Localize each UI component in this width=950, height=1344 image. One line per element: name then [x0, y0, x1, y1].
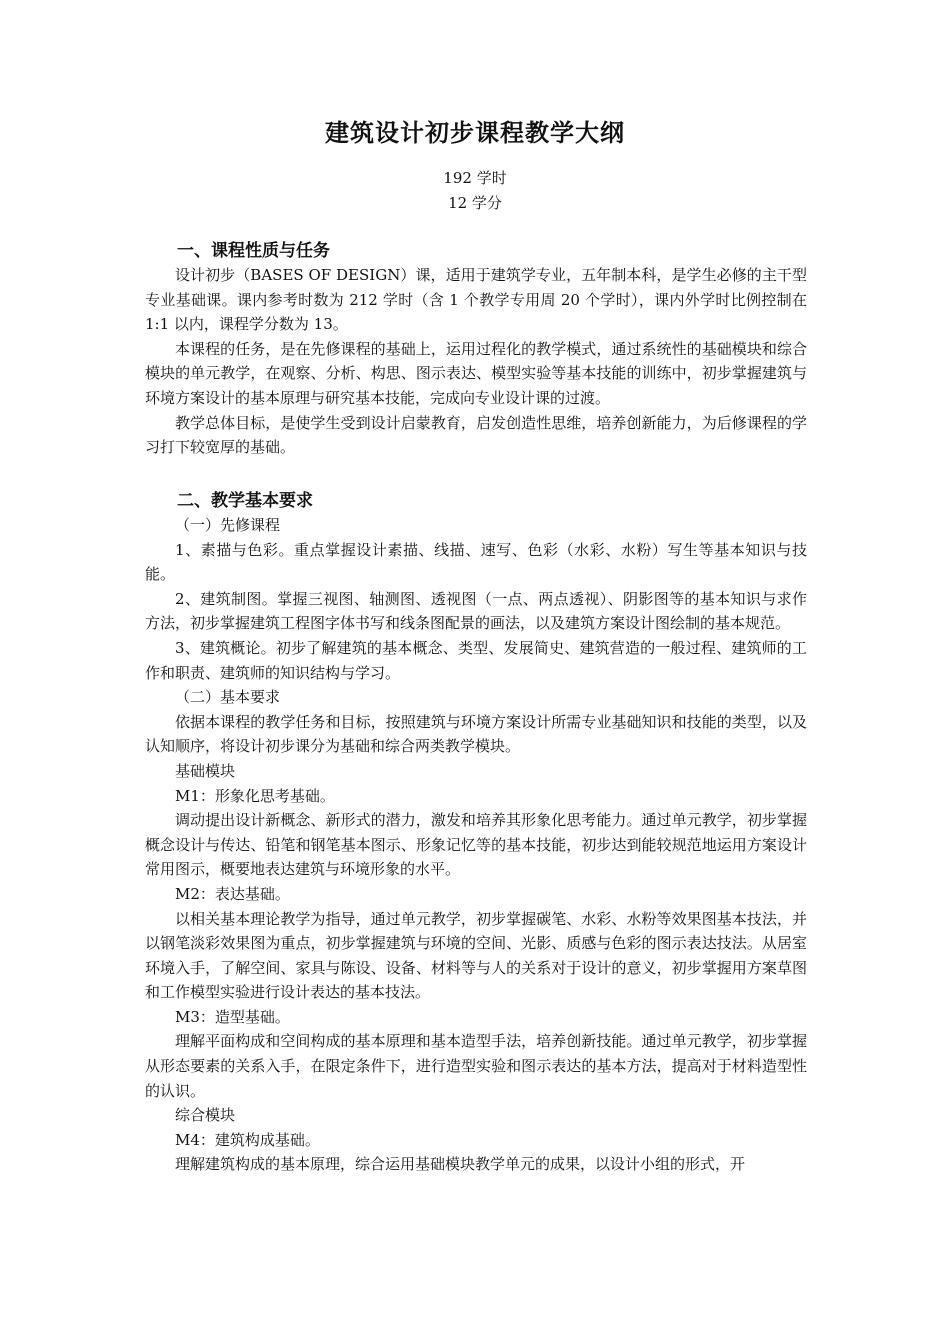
module-label: M1：形象化思考基础。	[175, 786, 335, 805]
section2-heading: 二、教学基本要求	[177, 491, 313, 511]
section1-paragraph: 设计初步（BASES OF DESIGN）课，适用于建筑学专业，五年制本科，是学生必修的主干型专业基础课。课内参考时数为 212 学时（含 1 个教学专用周 20 个学时），课内外学时比例控制在 1:1 以内，课程学分数为 13。	[145, 266, 807, 334]
section1-body	[145, 263, 807, 460]
section2-paragraph: 3、建筑概论。初步了解建筑的基本概念、类型、发展简史、建筑营造的一般过程、建筑师的工作和职责、建筑师的知识结构与学习。	[145, 638, 807, 682]
course-hours: 192 学时	[443, 169, 507, 187]
section2-paragraph: 调动提出设计新概念、新形式的潜力，激发和培养其形象化思考能力。通过单元教学，初步掌握概念设计与传达、铅笔和钢笔基本图示、形象记忆等的基本技能，初步达到能较规范地运用方案设计常用图示，概要地表达建筑与环境形象的水平。	[145, 811, 807, 879]
section2-body	[145, 513, 807, 1177]
document-title: 建筑设计初步课程教学大纲	[325, 119, 625, 147]
section1-heading: 一、课程性质与任务	[177, 241, 330, 261]
section2-paragraph: 1、素描与色彩。重点掌握设计素描、线描、速写、色彩（水彩、水粉）写生等基本知识与技能。	[145, 540, 807, 584]
section2-paragraph: 理解建筑构成的基本原理，综合运用基础模块教学单元的成果，以设计小组的形式，开	[175, 1155, 746, 1174]
section1-paragraph: 本课程的任务，是在先修课程的基础上，运用过程化的教学模式，通过系统性的基础模块和综合模块的单元教学，在观察、分析、构思、图示表达、模型实验等基本技能的训练中，初步掌握建筑与环境方案设计的基本原理与研究基本技能，完成向专业设计课的过渡。	[145, 339, 807, 407]
module-label: M3：造型基础。	[175, 1007, 290, 1026]
section1-paragraph: 教学总体目标，是使学生受到设计启蒙教育，启发创造性思维，培养创新能力，为后修课程的学习打下较宽厚的基础。	[145, 413, 807, 457]
section2-paragraph: 2、建筑制图。掌握三视图、轴测图、透视图（一点、两点透视）、阴影图等的基本知识与求作方法，初步掌握建筑工程图字体书写和线条图配景的画法，以及建筑方案设计图绘制的基本规范。	[145, 589, 807, 633]
section2-paragraph: 以相关基本理论教学为指导，通过单元教学，初步掌握碳笔、水彩、水粉等效果图基本技法，并以钢笔淡彩效果图为重点，初步掌握建筑与环境的空间、光影、质感与色彩的图示表达技法。从居室环境入手，了解空间、家具与陈设、设备、材料等与人的关系对于设计的意义，初步掌握用方案草图和工作模型实验进行设计表达的基本技法。	[145, 909, 807, 1002]
module-group-label: 基础模块	[175, 761, 236, 780]
subheading-requirements: （二）基本要求	[175, 688, 281, 707]
module-group-label: 综合模块	[175, 1106, 236, 1125]
section2-paragraph: 依据本课程的教学任务和目标，按照建筑与环境方案设计所需专业基础知识和技能的类型，以及认知顺序，将设计初步课分为基础和综合两类教学模块。	[145, 712, 807, 756]
subheading-prerequisites: （一）先修课程	[175, 516, 281, 534]
course-credits: 12 学分	[448, 194, 502, 212]
section2-paragraph: 理解平面构成和空间构成的基本原理和基本造型手法，培养创新技能。通过单元教学，初步掌握从形态要素的关系入手，在限定条件下，进行造型实验和图示表达的基本方法，提高对于材料造型性的认识。	[145, 1032, 807, 1100]
module-label: M2：表达基础。	[175, 884, 290, 903]
module-label: M4：建筑构成基础。	[175, 1130, 320, 1149]
